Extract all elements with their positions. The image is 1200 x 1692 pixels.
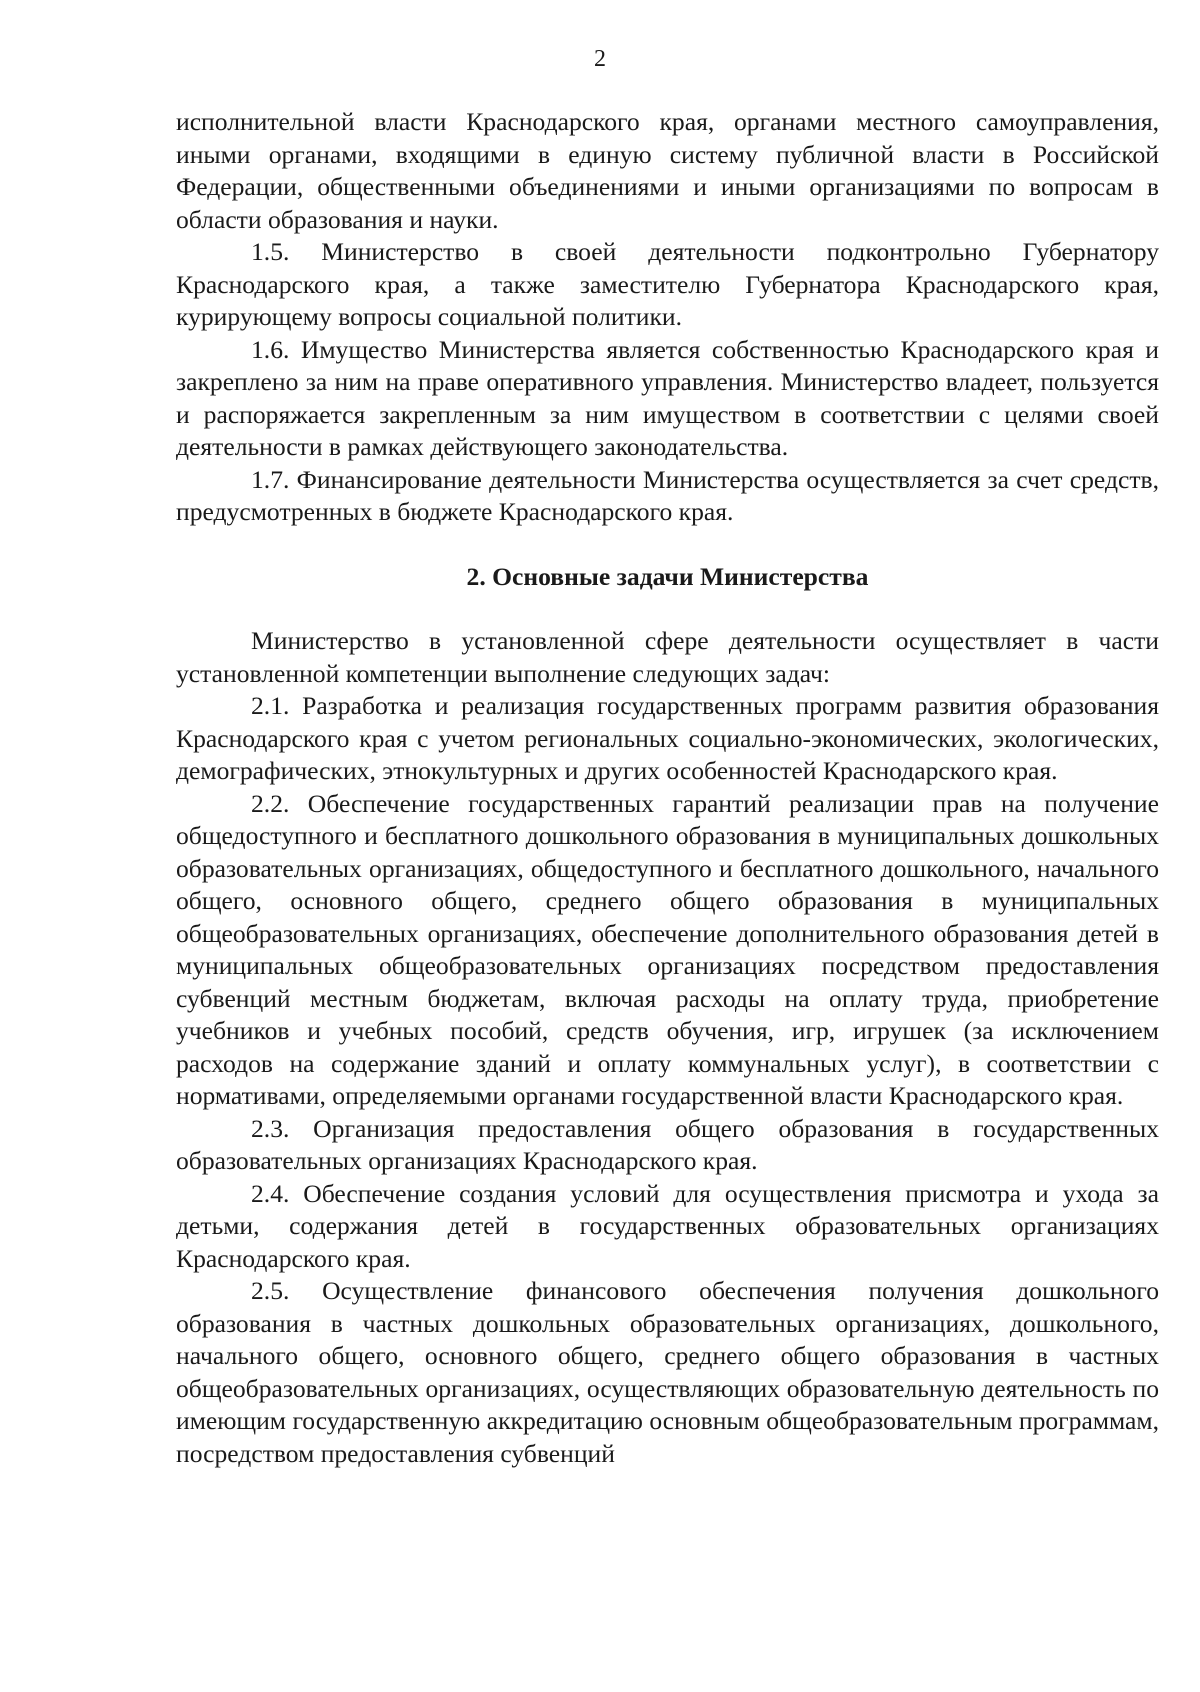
paragraph-1-7: 1.7. Финансирование деятельности Министерства осуществляется за счет средств, предусмотренных в бюджете Краснодарского края.	[176, 464, 1159, 526]
paragraph-intro: Министерство в установленной сфере деятельности осуществляет в части установленной компетенции выполнение следующих задач:	[176, 626, 1159, 688]
paragraph-1-6: 1.6. Имущество Министерства является собственностью Краснодарского края и закреплено за ним на праве оперативного управления. Министерство владеет, пользуется и распоряжается закрепленным за ним имуществом в соответствии с целями своей деятельности в рамках действующего законодательства.	[176, 334, 1159, 461]
section-heading: 2. Основные задачи Министерства	[466, 561, 869, 591]
document-body	[176, 106, 1159, 1470]
paragraph-2-3: 2.3. Организация предоставления общего образования в государственных образовательных организациях Краснодарского края.	[176, 1113, 1159, 1175]
paragraph-2-2: 2.2. Обеспечение государственных гарантий реализации прав на получение общедоступного и бесплатного дошкольного образования в муниципальных дошкольных образовательных организациях, общедоступного и бесплатного дошкольного, начального общего, основного общего, среднего общего образования в муниципальных общеобразовательных организациях, обеспечение дополнительного образования детей в муниципальных общеобразовательных организациях посредством предоставления субвенций местным бюджетам, включая расходы на оплату труда, приобретение учебников и учебных пособий, средств обучения, игр, игрушек (за исключением расходов на содержание зданий и оплату коммунальных услуг), в соответствии с нормативами, определяемыми органами государственной власти Краснодарского края.	[176, 788, 1159, 1110]
paragraph-2-1: 2.1. Разработка и реализация государственных программ развития образования Краснодарского края с учетом региональных социально-экономических, экологических, демографических, этнокультурных и других особенностей Краснодарского края.	[176, 691, 1159, 785]
paragraph-1-5: 1.5. Министерство в своей деятельности подконтрольно Губернатору Краснодарского края, а также заместителю Губернатора Краснодарского края, курирующему вопросы социальной политики.	[176, 237, 1159, 331]
paragraph-continuation: исполнительной власти Краснодарского края, органами местного самоуправления, иными органами, входящими в единую систему публичной власти в Российской Федерации, общественными объединениями и иными организациями по вопросам в области образования и науки.	[176, 107, 1159, 234]
paragraph-2-4: 2.4. Обеспечение создания условий для осуществления присмотра и ухода за детьми, содержания детей в государственных образовательных организациях Краснодарского края.	[176, 1178, 1159, 1273]
paragraph-2-5: 2.5. Осуществление финансового обеспечения получения дошкольного образования в частных дошкольных образовательных организациях, дошкольного, начального общего, основного общего, среднего общего образования в частных общеобразовательных организациях, осуществляющих образовательную деятельность по имеющим государственную аккредитацию основным общеобразовательным программам, посредством предоставления субвенций	[176, 1276, 1159, 1468]
page-number: 2	[594, 46, 606, 72]
